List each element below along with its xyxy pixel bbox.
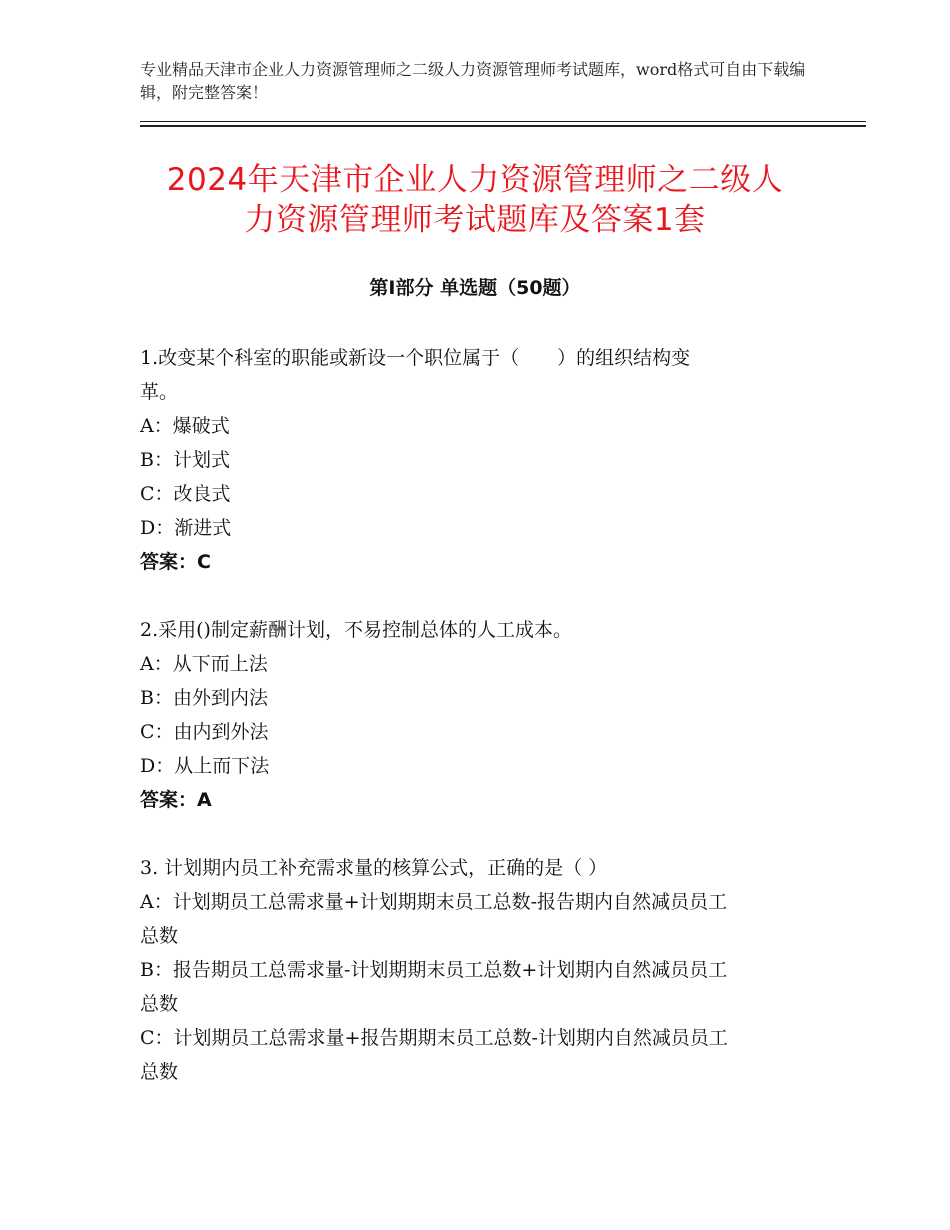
header-divider-thin: [140, 121, 866, 122]
question-1-stem-line-2: 革。: [140, 381, 179, 403]
question-1-stem-line-1: 1.改变某个科室的职能或新设一个职位属于（ ）的组织结构变: [140, 347, 691, 369]
question-1-option-c: C：改良式: [140, 483, 231, 505]
header-divider-thick: [140, 125, 866, 127]
question-1-option-b: B：计划式: [140, 449, 230, 471]
question-2-option-b: B：由外到内法: [140, 687, 268, 709]
question-3-option-a-line-2: 总数: [140, 925, 179, 947]
document-title-line-2: 力资源管理师考试题库及答案1套: [244, 202, 706, 238]
document-title: [120, 160, 830, 240]
question-2: [140, 613, 810, 817]
question-1-answer: 答案：C: [140, 551, 211, 573]
question-3-stem: 3. 计划期内员工补充需求量的核算公式，正确的是（ ）: [140, 857, 608, 879]
header-note: 专业精品天津市企业人力资源管理师之二级人力资源管理师考试题库，word格式可自由下载编辑，附完整答案！: [140, 60, 806, 102]
question-3-option-b-line-2: 总数: [140, 993, 179, 1015]
question-2-stem: 2.采用()制定薪酬计划，不易控制总体的人工成本。: [140, 619, 572, 641]
question-2-answer: 答案：A: [140, 789, 212, 811]
question-2-option-c: C：由内到外法: [140, 721, 269, 743]
question-2-option-a: A：从下而上法: [140, 653, 268, 675]
question-2-option-d: D：从上而下法: [140, 755, 270, 777]
question-3-option-a-line-1: A：计划期员工总需求量+计划期期末员工总数-报告期内自然减员员工: [140, 891, 728, 913]
document-title-line-1: 2024年天津市企业人力资源管理师之二级人: [166, 162, 784, 198]
question-1-option-a: A：爆破式: [140, 415, 230, 437]
question-1: [140, 341, 810, 579]
question-3-option-c-line-2: 总数: [140, 1061, 179, 1083]
question-3-option-b-line-1: B：报告期员工总需求量-计划期期末员工总数+计划期内自然减员员工: [140, 959, 728, 981]
question-3: [140, 851, 810, 1089]
question-1-option-d: D：渐进式: [140, 517, 232, 539]
section-heading: 第Ⅰ部分 单选题（50题）: [369, 277, 581, 299]
question-list: [140, 341, 810, 1123]
question-3-option-c-line-1: C：计划期员工总需求量+报告期期末员工总数-计划期内自然减员员工: [140, 1027, 728, 1049]
